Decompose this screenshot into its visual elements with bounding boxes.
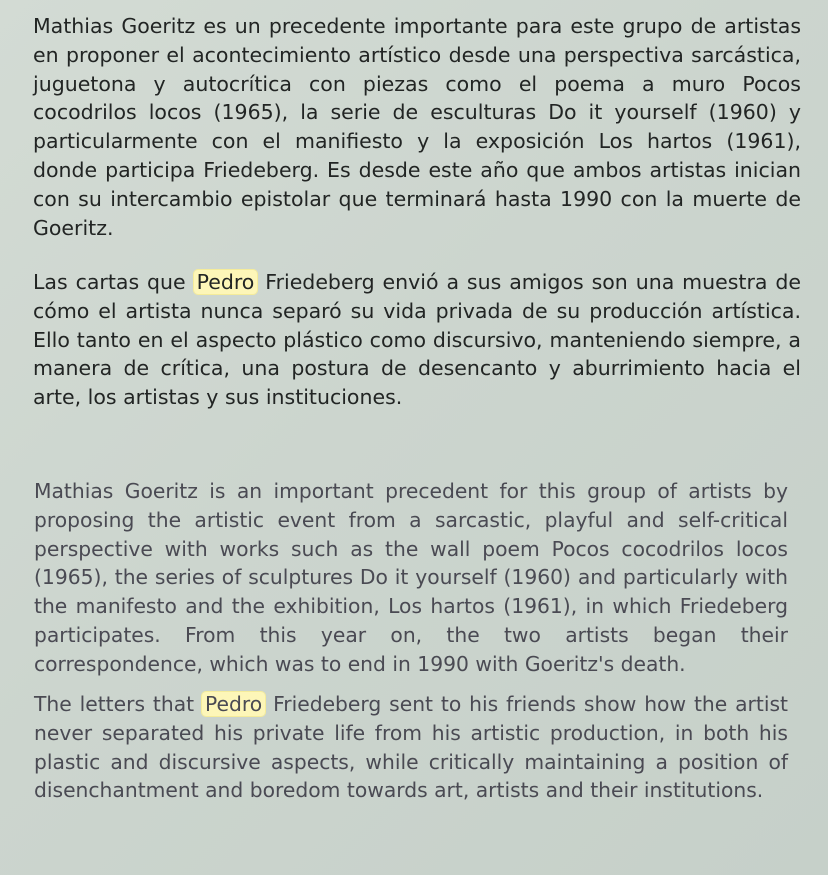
spanish-paragraph-1: Mathias Goeritz es un precedente importante para este grupo de artistas en proponer el acontecimiento artístico desde una perspectiva sarcástica, juguetona y autocrítica con piezas como el poema a muro Pocos cocodrilos locos (1965), la serie de esculturas Do it yourself (1960) y particularmente con el manifiesto y la exposición Los hartos (1961), donde participa Friedeberg. Es desde este año que ambos artistas inician con su intercambio epistolar que terminará hasta 1990 con la muerte de Goeritz. [33,14,801,240]
english-paragraph-2-start: The letters that [34,692,202,716]
spanish-paragraph-2 [33,268,801,412]
english-paragraph-2 [34,690,788,805]
highlighted-name-pedro: Pedro [194,270,258,294]
spanish-paragraph-2-end: Friedeberg envió a sus amigos son una muestra de cómo el artista nunca separó su vida privada de su producción artística. Ello tanto en el aspecto plástico como discursivo, manteniendo siempre, a manera de crítica, una postura de desencanto y aburrimiento hacia el arte, los artistas y sus instituciones. [33,270,801,410]
spanish-paragraph-2-start: Las cartas que [33,270,194,294]
english-paragraph-1: Mathias Goeritz is an important precedent for this group of artists by proposing the artistic event from a sarcastic, playful and self-critical perspective with works such as the wall poem Pocos cocodrilos locos (1965), the series of sculptures Do it yourself (1960) and particularly with the manifesto and the exhibition, Los hartos (1961), in which Friedeberg participates. From this year on, the two artists began their correspondence, which was to end in 1990 with Goeritz's death. [34,479,788,676]
english-paragraph-2-end: Friedeberg sent to his friends show how the artist never separated his private life from his artistic production, in both his plastic and discursive aspects, while critically maintaining a position of disenchantment and boredom towards art, artists and their institutions. [34,692,788,803]
highlighted-name-pedro: Pedro [202,692,265,716]
